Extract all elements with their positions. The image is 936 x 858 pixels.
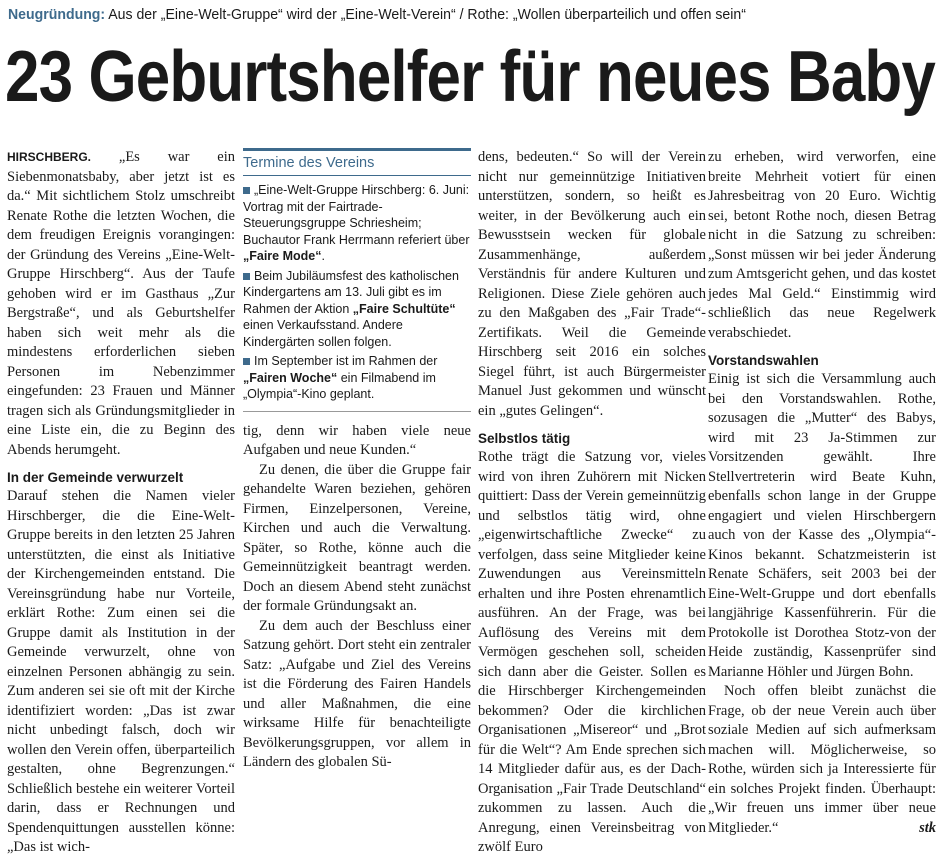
info-box-item (243, 353, 471, 403)
paragraph: Zu dem auch der Beschluss einer Satzung gehört. Dort steht ein zentraler Satz: „Aufgabe und Ziel des Vereins ist die Förderung des Fairen Handels und aller Maßnahmen, die eine wirksame Hilfe für benachteiligte Bevölkerungsgruppen, vor allem in Ländern des globalen Sü- (243, 617, 471, 770)
info-box-termine (243, 148, 471, 403)
location-dateline: HIRSCHBERG. (7, 150, 92, 164)
kicker-text: Aus der „Eine-Welt-Gruppe“ wird der „Eine-Welt-Verein“ / Rothe: „Wollen überparteilich und offen sein“ (108, 6, 746, 23)
info-box-item-text: . (321, 249, 325, 263)
author-signature: stk (919, 819, 936, 836)
info-box-item-bold: „Faire Mode“ (243, 249, 322, 263)
subheading-selbstlos: Selbstlos tätig (478, 431, 571, 446)
paragraph: Zu denen, die über die Gruppe fair gehandelte Waren beziehen, gehören Firmen, Einzelpersonen, Vereine, Kirchen und auch die Verwaltung. Später, so Rothe, könne auch die Gemeinnützigkeit beantragt werden. Doch an diesem Abend steht zunächst der formale Gründungsakt an. (243, 461, 471, 614)
info-box-item-bold: „Faire Schultüte“ (352, 301, 456, 316)
info-box-title: Termine des Vereins (243, 153, 471, 176)
divider (243, 411, 471, 412)
paragraph: Darauf stehen die Namen vieler Hirschberger, die die Eine-Welt-Gruppe bereits in den letzten 25 Jahren unterstützten, die einst als Initiative der Kirchengemeinden entstand. Die Vereinsgründung habe nur Vorteile, erklärt Rothe: Zum einen sei die Gruppe damit als Institution in der Gemeinde verwurzelt, ohne von einzelnen Personen abhängig zu sein. Zum anderen sei sie oft mit der Kirche identifiziert worden: „Das ist zwar nicht unbedingt falsch, doch wir wollen den Verein offen, überparteilich gestalten, ohne Begrenzungen.“ Schließlich bestehe ein weiterer Vorteil darin, dass er Rechnungen und Spendenquittungen ausstellen könne: „Das ist wich- (7, 488, 235, 855)
intro-paragraph (7, 148, 235, 460)
bullet-square-icon (243, 187, 250, 194)
info-box-item-text: ein Filmabend im „Olympia“-Kino geplant. (243, 370, 436, 401)
closing-paragraph (708, 682, 936, 838)
bullet-square-icon (243, 273, 250, 280)
info-box-item-bold: „Fairen Woche“ (243, 370, 338, 385)
info-box-item-text: „Eine-Welt-Gruppe Hirschberg: 6. Juni: Vortrag mit der Fairtrade-Steuerungsgruppe Schriesheim; Buchautor Frank Herrmann referiert über (243, 183, 470, 247)
paragraph: zu erheben, wird verworfen, eine breite Mehrheit votiert für einen Jahresbeitrag von 20 Euro. Wichtig sei, betont Rothe noch, diesen Betrag nicht in die Satzung zu schreiben: „Sonst müssen wir bei jeder Änderung zum Amtsgericht gehen, und das kostet jedes Mal Geld.“ Einstimmig wird schließlich das neue Regelwerk verabschiedet. (708, 149, 936, 341)
paragraph: tig, denn wir haben viele neue Aufgaben und neue Kunden.“ (243, 422, 471, 458)
headline: 23 Geburtshelfer für neues Baby (5, 37, 935, 117)
intro-text: „Es war ein Siebenmonatsbaby, aber jetzt ist es da.“ Mit sichtlichem Stolz umschreibt Renate Rothe die letzten Wochen, die dem freudigen Ereignis vorangingen: der Gründung des Vereins „Eine-Welt-Gruppe Hirschberg“. Aus der Taufe gehoben wird er im Gasthaus „Zur Bergstraße“, und als Geburtshelfer haben sich weit mehr als die mindestens erforderlichen sieben Personen im Nebenzimmer eingefunden: 23 Frauen und Männer tragen sich als Gründungsmitglieder in eine Liste ein, die zu Beginn des Abends herumgeht. (7, 149, 236, 458)
subheading-gemeinde: In der Gemeinde verwurzelt (7, 470, 184, 485)
bullet-square-icon (243, 358, 250, 365)
column-2 (243, 148, 471, 783)
paragraph: Rothe trägt die Satzung vor, vieles wird von ihren Zuhörern mit Nicken quittiert: Dass der Verein gemeinnützig und selbstlos tätig wird, ohne „eigenwirtschaftliche Zwecke“ zu verfolgen, dass seine Mitglieder keine Zuwendungen aus Vereinsmitteln erhalten und ihre Posten ehrenamtlich ausführen. An der Frage, was bei Auflösung des Vereins mit dem Vermögen geschehen soll, scheiden sich dann aber die Geister. Sollen es die Hirschberger Kirchengemeinden bekommen? Oder die kirchlichen Organisationen „Misereor“ und „Brot für die Welt“? Am Ende sprechen sich 14 Mitglieder dafür aus, es der Dach-Organisation „Fair Trade Deutschland“ zukommen zu lassen. Auch die Anregung, einen Vereinsbeitrag von zwölf Euro (478, 449, 706, 855)
info-box-item-text: Im September ist im Rahmen der (254, 354, 438, 368)
kicker-label: Neugründung: (8, 6, 106, 23)
info-box-item-text: Beim Jubiläumsfest des katholischen Kindergartens am 13. Juli gibt es im Rahmen der Aktion (243, 268, 459, 316)
kicker-line (8, 5, 873, 25)
column-1 (7, 148, 236, 855)
info-box-item (243, 268, 471, 351)
closing-text: Noch offen bleibt zunächst die Frage, ob der neue Verein auch über soziale Medien auf sich aufmerksam machen will. Möglicherweise, so Rothe, würden sich ja Interessierte für ein solches Projekt finden. Überhaupt: „Wir freuen uns immer über neue Mitglieder.“ (708, 683, 936, 836)
column-4 (708, 148, 936, 836)
column-3 (478, 148, 706, 855)
subheading-vorstandswahlen: Vorstandswahlen (708, 353, 819, 368)
info-box-item (243, 182, 471, 265)
paragraph: Einig ist sich die Versammlung auch bei den Vorstandswahlen. Rothe, sozusagen die „Mutter“ des Babys, wird mit 23 Ja-Stimmen zur Vorsitzenden gewählt. Ihre Stellvertreterin wird Beate Kuhn, ebenfalls schon lange in der Gruppe engagiert und vielen Hirschbergern auch von der Kasse des „Olympia“-Kinos bekannt. Schatzmeisterin ist Renate Schäfers, seit 2003 bei der Eine-Welt-Gruppe und dort ebenfalls langjährige Kassenführerin. Für die Protokolle ist Dorothea Stotz-von der Heide zuständig, Kassenprüfer sind Marianne Höhler und Jürgen Bohn. (708, 371, 936, 680)
info-box-item-text: einen Verkaufsstand. Andere Kindergärten sollen folgen. (243, 318, 403, 349)
paragraph: dens, bedeuten.“ So will der Verein nicht nur gemeinnützige Initiativen unterstützen, sondern, so heißt es weiter, in der Bevölkerung auch ein Bewusstsein wecken für globale Zusammenhänge, außerdem Verständnis für andere Kulturen und Religionen. Diese Ziele gehören auch zu den Maßgaben des „Fair Trade“-Zertifikats. Weil die Gemeinde Hirschberg seit 2016 ein solches Siegel führt, ist auch Bürgermeister Manuel Just gekommen und wünscht ein „gutes Gelingen“. (478, 149, 706, 419)
